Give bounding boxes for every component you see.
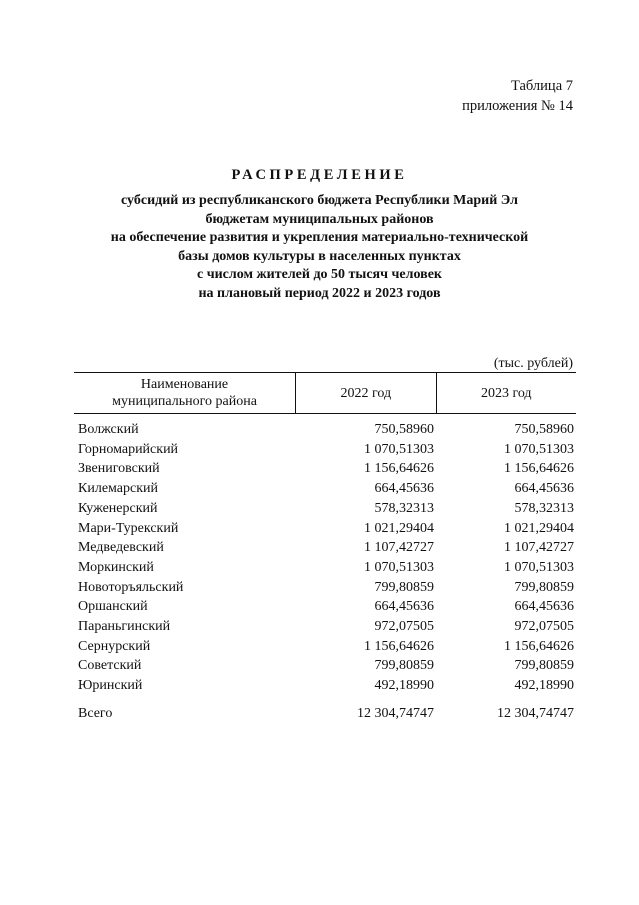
value-2023-cell: 578,32313 <box>514 500 574 516</box>
units-label: (тыс. рублей) <box>493 356 573 371</box>
table-row <box>74 597 576 617</box>
header-name-line: Наименование <box>140 377 229 392</box>
value-2022-cell: 492,18990 <box>374 678 434 694</box>
table-header-row <box>74 373 576 414</box>
value-2022-cell: 799,80859 <box>374 658 434 674</box>
district-name-cell: Горномарийский <box>78 441 179 457</box>
table-body <box>74 414 576 724</box>
table-total-row <box>74 696 576 724</box>
district-name-cell: Сернурский <box>78 638 151 654</box>
header-year-2022: 2022 год <box>296 373 436 414</box>
table-row <box>74 617 576 637</box>
table-row <box>74 479 576 499</box>
distribution-table <box>74 372 576 724</box>
attachment-note <box>462 76 573 116</box>
table-row <box>74 676 576 696</box>
value-2023-cell: 799,80859 <box>514 579 574 595</box>
value-2022-cell: 664,45636 <box>374 599 434 615</box>
document-subtitle <box>0 192 639 304</box>
district-name-cell: Медведевский <box>78 540 164 556</box>
value-2023-cell: 1 070,51303 <box>504 559 574 575</box>
document-title: РАСПРЕДЕЛЕНИЕ <box>231 167 408 183</box>
district-name-cell: Новоторъяльский <box>78 579 184 595</box>
value-2022-cell: 12 304,74747 <box>357 705 434 721</box>
value-2023-cell: 664,45636 <box>514 481 574 497</box>
table-row <box>74 578 576 598</box>
district-name-cell: Советский <box>78 658 142 674</box>
table-row <box>74 519 576 539</box>
value-2022-cell: 664,45636 <box>374 481 434 497</box>
value-2023-cell: 1 156,64626 <box>504 638 574 654</box>
table-row <box>74 440 576 460</box>
district-name-cell: Юринский <box>78 678 143 694</box>
value-2023-cell: 799,80859 <box>514 658 574 674</box>
header-year-2023: 2023 год <box>436 373 576 414</box>
table-row <box>74 499 576 519</box>
table-row <box>74 538 576 558</box>
value-2022-cell: 1 021,29404 <box>364 520 434 536</box>
district-name-cell: Моркинский <box>78 559 154 575</box>
attachment-appendix-number: приложения № 14 <box>462 98 573 114</box>
value-2022-cell: 578,32313 <box>374 500 434 516</box>
header-name-line: муниципального района <box>112 394 257 409</box>
table-row <box>74 637 576 657</box>
district-name-cell: Килемарский <box>78 481 159 497</box>
value-2022-cell: 972,07505 <box>374 619 434 635</box>
value-2023-cell: 1 107,42727 <box>504 540 574 556</box>
subtitle-line: с числом жителей до 50 тысяч человек <box>197 267 442 283</box>
subtitle-line: субсидий из республиканского бюджета Республики Марий Эл <box>121 193 518 208</box>
subtitle-line: на плановый период 2022 и 2023 годов <box>198 285 441 301</box>
subtitle-line: базы домов культуры в населенных пунктах <box>178 248 461 264</box>
table-row <box>74 459 576 479</box>
value-2022-cell: 1 156,64626 <box>364 461 434 477</box>
district-name-cell: Всего <box>78 705 113 721</box>
district-name-cell: Оршанский <box>78 599 148 615</box>
header-district-name <box>74 373 296 414</box>
district-name-cell: Мари-Турекский <box>78 520 179 536</box>
table-row <box>74 656 576 676</box>
value-2023-cell: 492,18990 <box>514 678 574 694</box>
value-2023-cell: 750,58960 <box>514 422 574 437</box>
value-2023-cell: 1 070,51303 <box>504 441 574 457</box>
district-name-cell: Звениговский <box>78 461 160 477</box>
subtitle-line: на обеспечение развития и укрепления материально-технической <box>110 230 529 246</box>
district-name-cell: Параньгинский <box>78 619 171 635</box>
value-2022-cell: 1 070,51303 <box>364 559 434 575</box>
value-2023-cell: 12 304,74747 <box>497 705 574 721</box>
table-row <box>74 420 576 440</box>
value-2022-cell: 1 156,64626 <box>364 638 434 654</box>
subtitle-line: бюджетам муниципальных районов <box>205 211 434 227</box>
value-2022-cell: 1 070,51303 <box>364 441 434 457</box>
value-2022-cell: 1 107,42727 <box>364 540 434 556</box>
district-name-cell: Волжский <box>78 422 139 437</box>
value-2023-cell: 972,07505 <box>514 619 574 635</box>
value-2023-cell: 1 021,29404 <box>504 520 574 536</box>
district-name-cell: Куженерский <box>78 500 158 516</box>
value-2022-cell: 750,58960 <box>374 422 434 437</box>
value-2023-cell: 1 156,64626 <box>504 461 574 477</box>
attachment-table-number: Таблица 7 <box>510 78 573 94</box>
value-2022-cell: 799,80859 <box>374 579 434 595</box>
table-row <box>74 558 576 578</box>
value-2023-cell: 664,45636 <box>514 599 574 615</box>
